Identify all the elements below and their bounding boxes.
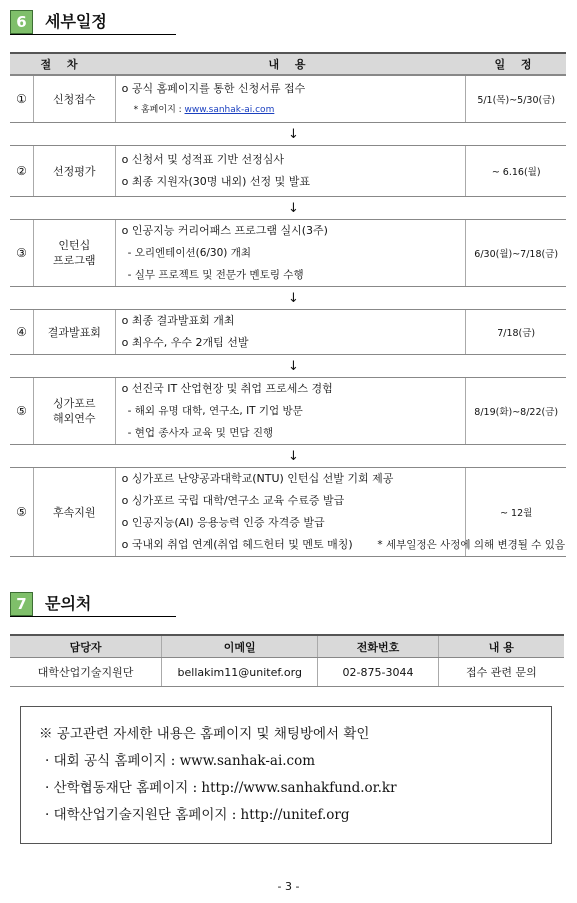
schedule-row [10, 377, 566, 445]
section-7-title: 문의처 [45, 594, 92, 613]
step-number: ② [10, 146, 34, 196]
step-name-line: 해외연수 [53, 412, 96, 425]
content-line: o 싱가포르 국립 대학/연구소 교육 수료증 발급 [121, 494, 345, 507]
step-date: 8/19(화)~8/22(금) [474, 407, 559, 418]
step-content [116, 378, 467, 444]
schedule-row [10, 75, 566, 123]
contact-phone: 02-875-3044 [318, 658, 438, 686]
content-line: - 실무 프로젝트 및 전문가 멘토링 수행 [127, 269, 304, 281]
step-name-line: 인턴십 [58, 239, 91, 252]
section-7-number: 7 [10, 592, 33, 616]
contact-table [10, 634, 564, 687]
step-name [34, 378, 116, 444]
contact-content: 접수 관련 문의 [465, 666, 537, 679]
flow-arrow: ↓ [288, 290, 299, 306]
step-number: ① [10, 76, 34, 122]
step-name-line: 결과발표회 [47, 325, 101, 339]
step-name [34, 310, 116, 354]
content-line: o 신청서 및 성적표 기반 선정심사 [121, 153, 284, 166]
flow-arrow: ↓ [288, 448, 299, 464]
contact-email: bellakim11@unitef.org [162, 658, 318, 686]
header-step: 절 차 [40, 58, 84, 71]
header-content: 내 용 [268, 58, 312, 71]
info-box [20, 706, 552, 844]
step-number: ⑤ [10, 378, 34, 444]
step-date: 7/18(금) [497, 328, 536, 339]
content-line: o 국내외 취업 연계(취업 헤드헌터 및 멘토 매칭) [121, 538, 353, 551]
step-date: ~ 12월 [500, 508, 533, 519]
content-line: o 인공지능(AI) 응용능력 인증 자격증 발급 [121, 516, 325, 529]
step-name-line: 후속지원 [53, 505, 96, 519]
schedule-table [10, 52, 566, 557]
schedule-header-row [10, 54, 566, 75]
schedule-row [10, 145, 566, 197]
content-line: - 오리엔테이션(6/30) 개최 [127, 247, 252, 259]
schedule-row [10, 309, 566, 355]
step-number: ⑤ [10, 468, 34, 556]
flow-arrow: ↓ [288, 358, 299, 374]
content-line: - 해외 유명 대학, 연구소, IT 기업 방문 [127, 405, 303, 417]
step-name-line: 프로그램 [53, 254, 96, 267]
header-phone: 전화번호 [318, 636, 438, 657]
schedule-note: * 세부일정은 사정에 의해 변경될 수 있음 [377, 539, 565, 551]
header-content: 내 용 [488, 640, 514, 654]
step-name-line: 선정평가 [53, 164, 96, 178]
content-line: o 공식 홈페이지를 통한 신청서류 접수 [121, 82, 306, 95]
step-name [34, 468, 116, 556]
section-6-number: 6 [10, 10, 33, 34]
header-manager: 담당자 [10, 636, 162, 657]
flow-arrow: ↓ [288, 200, 299, 216]
homepage-prefix: * 홈페이지 : [133, 105, 185, 115]
info-item: · 산학협동재단 홈페이지 : http://www.sanhakfund.or.kr [45, 780, 397, 796]
contact-manager: 대학산업기술지원단 [10, 658, 162, 686]
header-date: 일 정 [494, 58, 538, 71]
content-line: o 인공지능 커리어패스 프로그램 실시(3주) [121, 224, 328, 237]
section-7-underline [10, 616, 176, 617]
step-date: ~ 6.16(월) [491, 167, 541, 178]
contact-row [10, 658, 564, 686]
contact-header-row [10, 636, 564, 658]
section-6-underline [10, 34, 176, 35]
step-name-line: 신청접수 [53, 92, 96, 106]
content-line: o 최종 지원자(30명 내외) 선정 및 발표 [121, 175, 311, 188]
info-item: · 대학산업기술지원단 홈페이지 : http://unitef.org [45, 807, 350, 823]
content-line: o 선진국 IT 산업현장 및 취업 프로세스 경험 [121, 382, 333, 395]
content-line: o 최우수, 우수 2개팀 선발 [121, 336, 249, 349]
step-content [116, 220, 467, 286]
section-6-heading [10, 8, 107, 34]
step-name [34, 146, 116, 196]
homepage-link[interactable]: www.sanhak-ai.com [184, 105, 275, 115]
section-7-heading [10, 590, 91, 616]
info-item: · 대회 공식 홈페이지 : www.sanhak-ai.com [45, 753, 316, 769]
content-line: o 최종 결과발표회 개최 [121, 314, 235, 327]
step-content [116, 146, 467, 196]
step-number: ④ [10, 310, 34, 354]
step-date: 6/30(월)~7/18(금) [474, 249, 559, 260]
page-number: - 3 - [277, 880, 300, 893]
step-name [34, 76, 116, 122]
info-notice: ※ 공고관련 자세한 내용은 홈페이지 및 채팅방에서 확인 [39, 726, 370, 742]
section-6-title: 세부일정 [45, 12, 107, 31]
content-line: o 싱가포르 난양공과대학교(NTU) 인턴십 선발 기회 제공 [121, 472, 394, 485]
step-name-line: 싱가포르 [53, 397, 96, 410]
schedule-row [10, 219, 566, 287]
step-content [116, 310, 467, 354]
step-number: ③ [10, 220, 34, 286]
content-line: - 현업 종사자 교육 및 면담 진행 [127, 427, 274, 439]
header-email: 이메일 [162, 636, 318, 657]
homepage-note [122, 100, 275, 120]
step-content [116, 76, 467, 122]
step-date: 5/1(목)~5/30(금) [477, 95, 556, 106]
step-name [34, 220, 116, 286]
flow-arrow: ↓ [288, 126, 299, 142]
